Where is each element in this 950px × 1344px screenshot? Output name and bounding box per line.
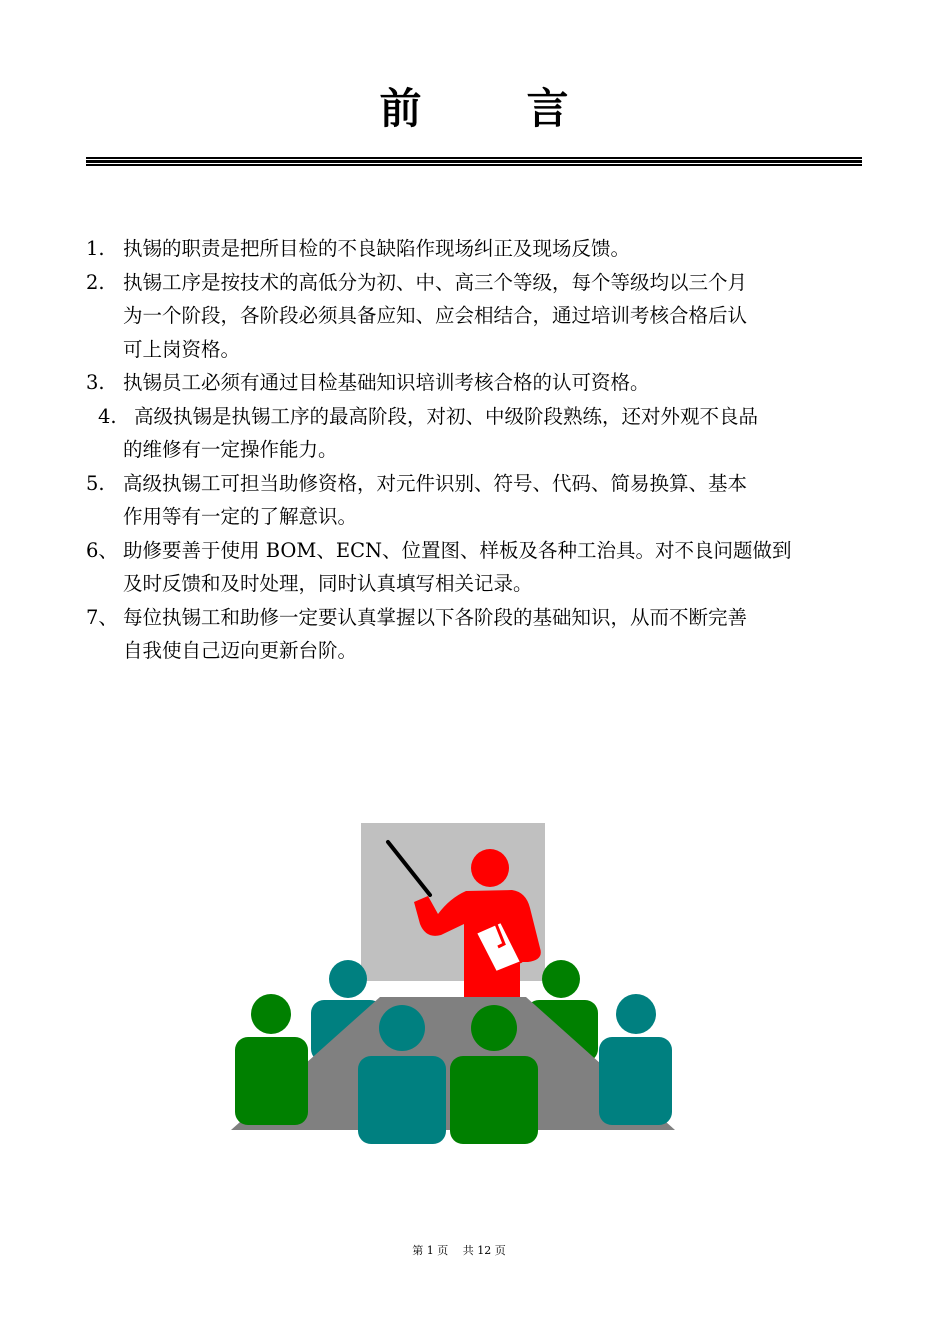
- item-line: 助修要善于使用 BOM、ECN、位置图、样板及各种工治具。对不良问题做到: [123, 538, 792, 562]
- item-number: 2.: [86, 270, 105, 294]
- list-item: [86, 467, 862, 534]
- item-line: 执锡工序是按技术的高低分为初、中、高三个等级，每个等级均以三个月: [123, 270, 748, 294]
- list-item: [86, 601, 862, 668]
- item-line: 执锡员工必须有通过目检基础知识培训考核合格的认可资格。: [123, 371, 650, 394]
- title-rule-top: [86, 157, 862, 159]
- title-rule-bottom: [86, 164, 862, 166]
- list-item: [86, 366, 862, 400]
- item-line: 高级执锡是执锡工序的最高阶段，对初、中级阶段熟练，还对外观不良品: [134, 404, 759, 428]
- page-title-char-2: 言: [526, 84, 569, 133]
- item-line: 作用等有一定的了解意识。: [123, 505, 358, 528]
- person-far-right: [599, 994, 672, 1125]
- page-title-char-1: 前: [379, 84, 422, 133]
- item-line: 及时反馈和及时处理，同时认真填写相关记录。: [123, 572, 533, 595]
- list-item: [86, 266, 862, 367]
- page-title: [86, 82, 862, 136]
- item-number: 4.: [98, 404, 117, 428]
- item-line: 每位执锡工和助修一定要认真掌握以下各阶段的基础知识，从而不断完善: [123, 605, 748, 629]
- item-line: 的维修有一定操作能力。: [123, 438, 338, 461]
- item-number: 7、: [86, 605, 118, 629]
- list-item: [86, 534, 862, 601]
- title-rule-middle: [86, 160, 862, 163]
- item-number: 1.: [86, 237, 105, 260]
- item-line: 可上岗资格。: [123, 337, 241, 361]
- item-line: 高级执锡工可担当助修资格，对元件识别、符号、代码、简易换算、基本: [123, 471, 748, 495]
- list-item: [86, 400, 862, 467]
- item-number: 6、: [86, 538, 118, 562]
- preface-list: [86, 232, 862, 668]
- presentation-meeting-clipart: [228, 820, 678, 1150]
- item-number: 5.: [86, 471, 105, 495]
- item-line: 执锡的职责是把所目检的不良缺陷作现场纠正及现场反馈。: [123, 237, 631, 260]
- person-far-left: [235, 994, 308, 1125]
- page-footer: 第 1 页 共 12 页: [412, 1244, 506, 1257]
- item-line: 为一个阶段，各阶段必须具备应知、应会相结合，通过培训考核合格后认: [123, 304, 748, 327]
- list-item: [86, 232, 862, 266]
- item-line: 自我使自己迈向更新台阶。: [123, 639, 358, 662]
- item-number: 3.: [86, 371, 105, 394]
